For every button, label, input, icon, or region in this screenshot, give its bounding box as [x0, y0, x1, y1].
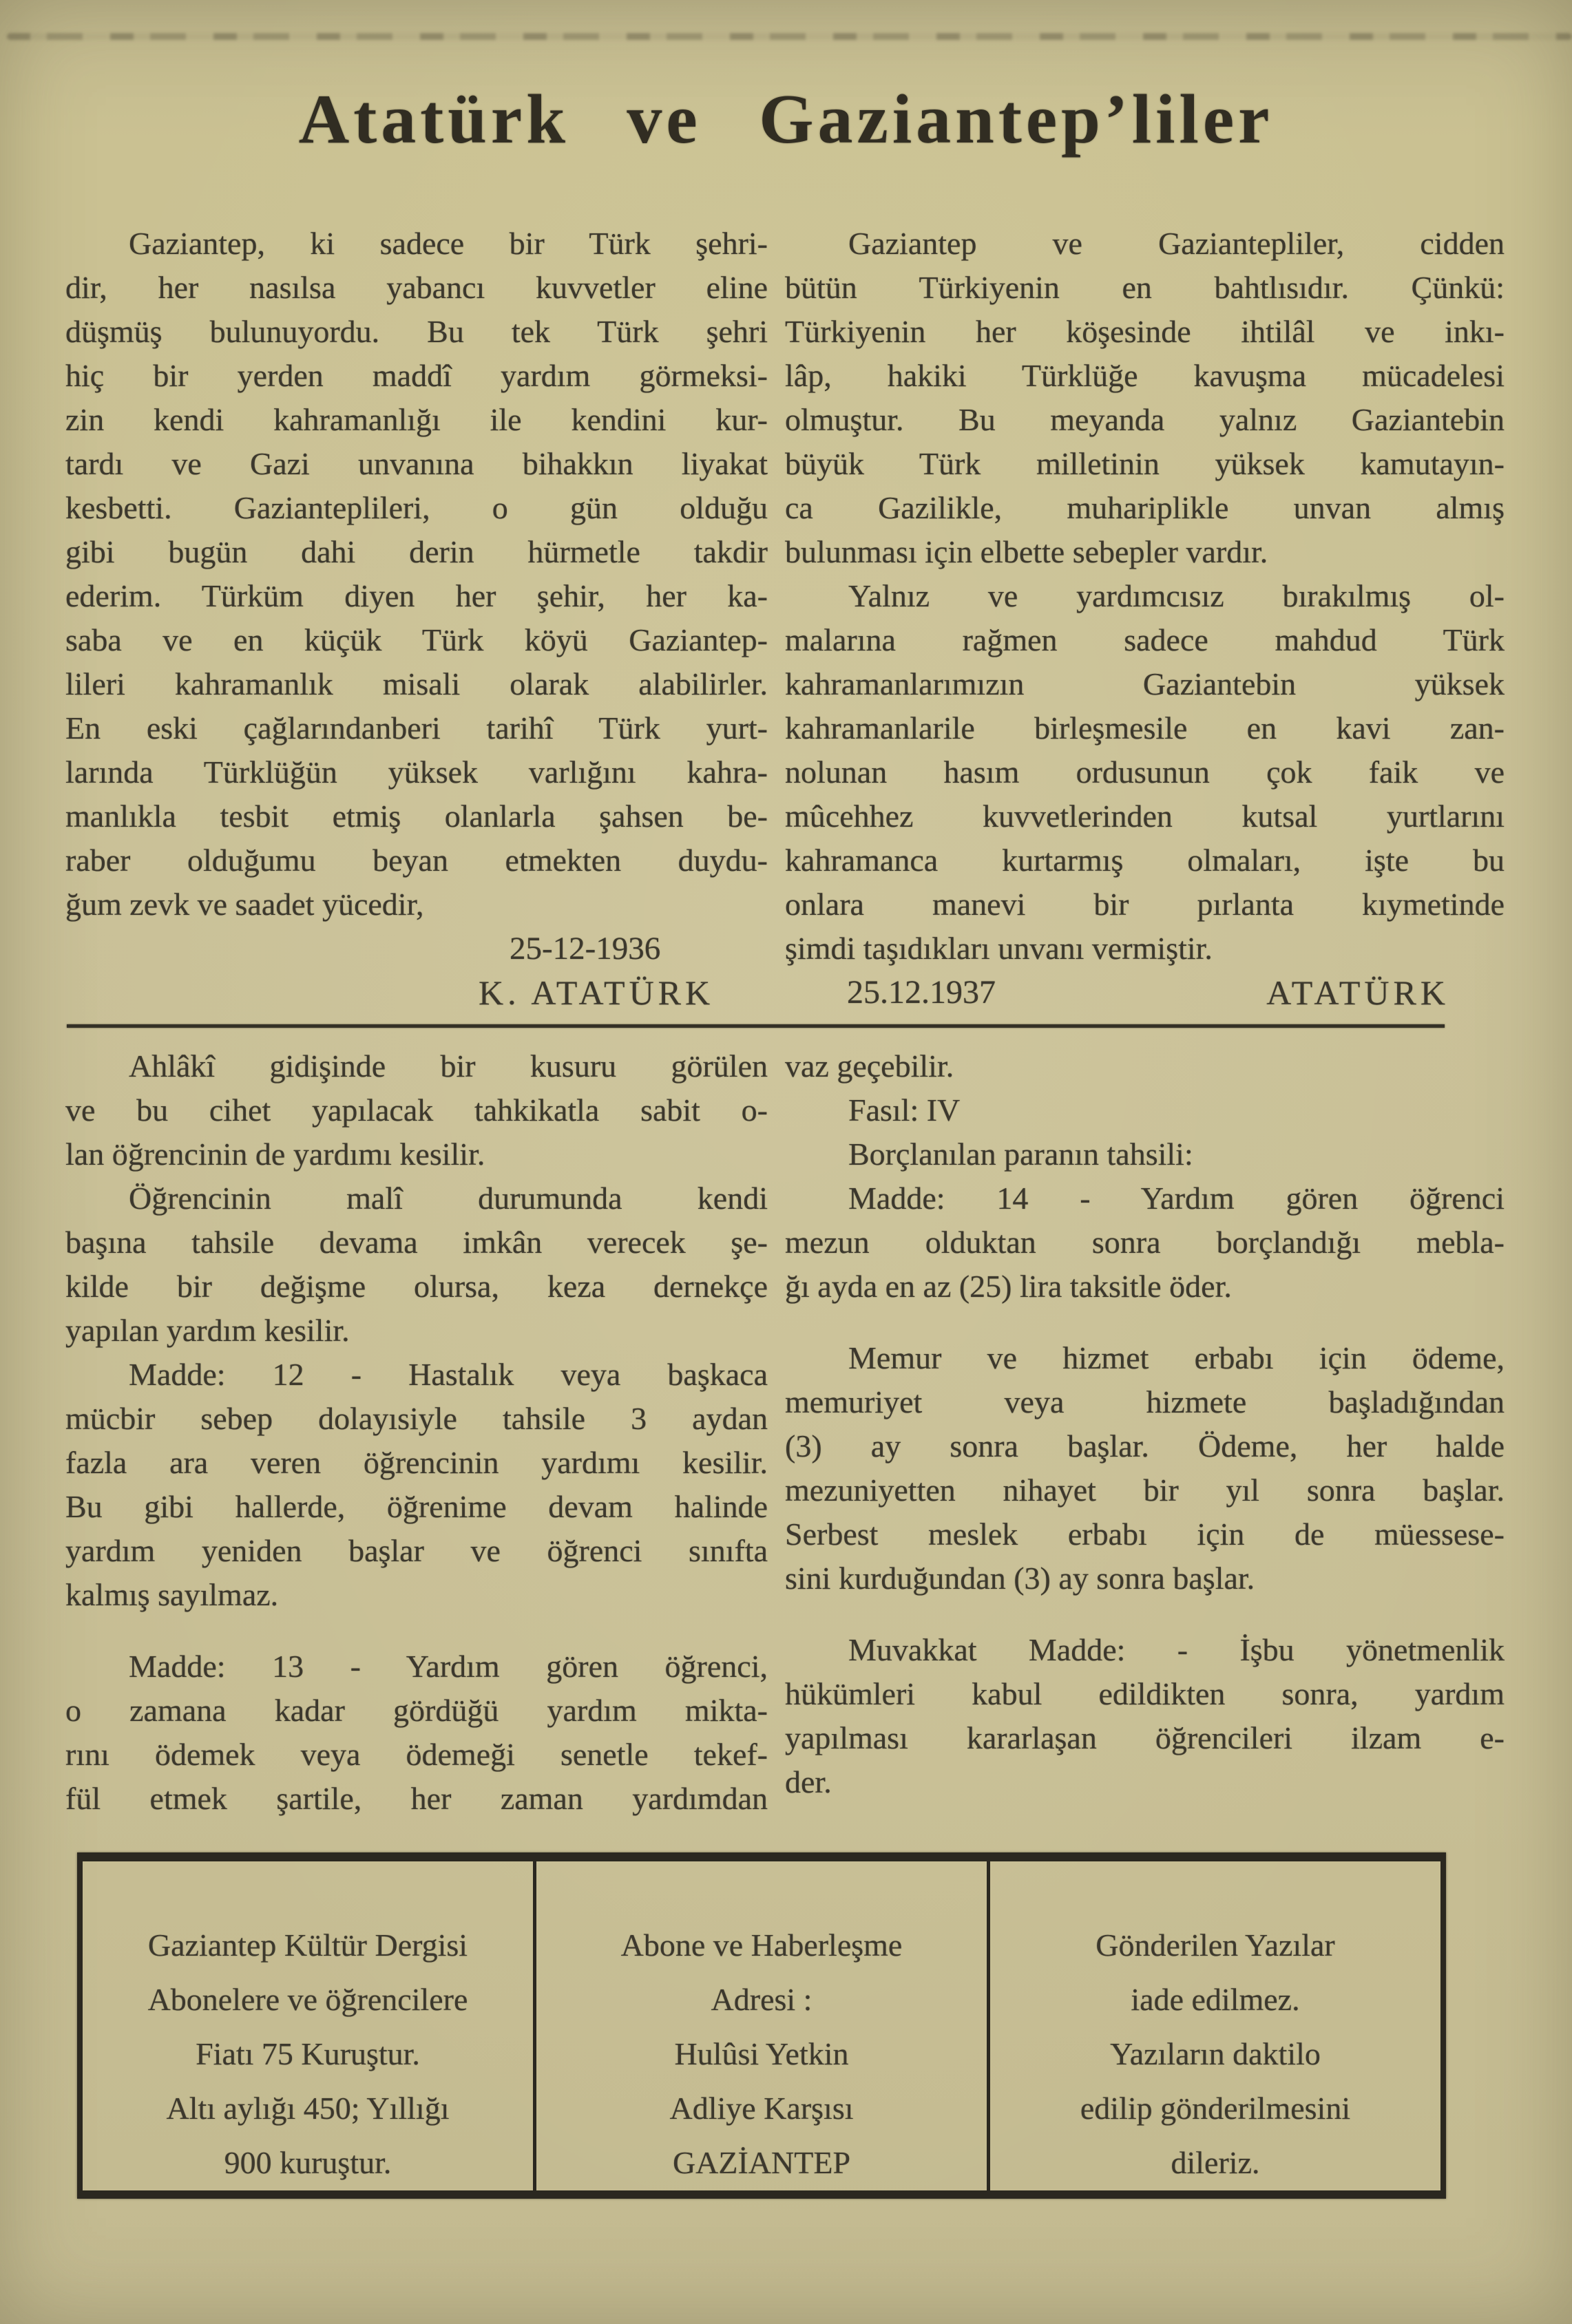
text-line: vaz geçebilir. — [785, 1048, 954, 1084]
text-line: hiç bir yerden maddî yardım görmeksi- — [65, 358, 768, 394]
text-line: tardı ve Gazi unvanına bihakkın liyakat — [65, 446, 768, 482]
text-line: Borçlanılan paranın tahsili: — [848, 1137, 1193, 1172]
section2-right-column — [785, 1044, 1505, 1821]
text-line: kahramanlarile birleşmesile en kavi zan- — [785, 710, 1505, 746]
scan-smudge-mark — [7, 33, 1572, 40]
text-line: mezuniyetten nihayet bir yıl sonra başlar. — [785, 1472, 1505, 1508]
text-line: Adresi : — [711, 1982, 813, 2018]
text-line: Fiatı 75 Kuruştur. — [196, 2036, 420, 2072]
text-line: olmuştur. Bu meyanda yalnız Gaziantebin — [785, 402, 1505, 438]
text-line: edilip gönderilmesini — [1080, 2091, 1351, 2126]
text-line: Bu gibi hallerde, öğrenime devam halinde — [65, 1489, 768, 1525]
quote-1937-text — [785, 222, 1505, 971]
regulation-text-left — [65, 1044, 768, 1821]
text-line: büyük Türk milletinin yüksek kamutayın- — [785, 446, 1505, 482]
text-line: lan öğrencinin de yardımı kesilir. — [65, 1137, 485, 1172]
text-line: ca Gazilikle, muhariplikle unvan almış — [785, 490, 1505, 526]
footer-info-box — [77, 1852, 1446, 2199]
text-line: Yazıların daktilo — [1110, 2036, 1321, 2072]
text-line: onlara manevi bir pırlanta kıymetinde — [785, 887, 1505, 922]
text-line: Madde: 12 - Hastalık veya başkaca — [129, 1357, 768, 1393]
text-line: kalmış sayılmaz. — [65, 1577, 279, 1613]
text-line: Altı aylığı 450; Yıllığı — [166, 2091, 450, 2126]
text-line: fül etmek şartile, her zaman yardımdan — [65, 1781, 768, 1817]
text-line: kahramanlarımızın Gaziantebin yüksek — [785, 666, 1505, 702]
regulation-articles-section — [0, 1044, 1572, 1821]
text-line: memuriyet veya hizmete başladığından — [785, 1384, 1505, 1420]
text-line: larında Türklüğün yüksek varlığını kahra- — [65, 754, 768, 790]
footer-cell-subscription-price — [83, 1861, 533, 2190]
text-line: mezun olduktan sonra borçlandığı mebla- — [785, 1225, 1505, 1260]
text-line: Gaziantep, ki sadece bir Türk şehri- — [129, 226, 768, 262]
text-line: der. — [785, 1764, 832, 1800]
quote-1937-signature-row — [785, 971, 1505, 1015]
text-line: nolunan hasım ordusunun çok faik ve — [785, 754, 1505, 790]
text-line: raber olduğumu beyan etmekten duydu- — [65, 843, 768, 878]
section1-right-column — [785, 222, 1505, 1015]
footer-cell-contact-address — [533, 1861, 990, 2190]
text-line: saba ve en küçük Türk köyü Gaziantep- — [65, 622, 768, 658]
text-line: fazla ara veren öğrencinin yardımı kesilir. — [65, 1445, 768, 1481]
quote-1936-text — [65, 222, 768, 927]
text-line: (3) ay sonra başlar. Ödeme, her halde — [785, 1428, 1505, 1464]
text-line: düşmüş bulunuyordu. Bu tek Türk şehri — [65, 314, 768, 350]
text-line: Madde: 14 - Yardım gören öğrenci — [848, 1181, 1505, 1216]
quote-1936-signature: K. ATATÜRK — [479, 973, 715, 1013]
text-line: Muvakkat Madde: - İşbu yönetmenlik — [848, 1632, 1505, 1668]
text-line: Gaziantep ve Gaziantepliler, cidden — [848, 226, 1505, 262]
text-line: kesbetti. Gazianteplileri, o gün olduğu — [65, 490, 768, 526]
text-line: bütün Türkiyenin en bahtlısıdır. Çünkü: — [785, 270, 1505, 306]
text-line: Fasıl: IV — [848, 1092, 961, 1128]
text-line: şimdi taşıdıkları unvanı vermiştir. — [785, 931, 1213, 966]
text-line: Gönderilen Yazılar — [1096, 1927, 1335, 1963]
quote-1937-signature: ATATÜRK — [1266, 973, 1449, 1013]
text-line: En eski çağlarındanberi tarihî Türk yurt- — [65, 710, 768, 746]
text-line: dileriz. — [1171, 2145, 1260, 2181]
quote-1936-date: 25-12-1936 — [510, 931, 661, 967]
text-line: Serbest meslek erbabı için de müessese- — [785, 1517, 1505, 1552]
text-line: lileri kahramanlık misali olarak alabilirler. — [65, 666, 768, 702]
text-line: Abone ve Haberleşme — [620, 1927, 903, 1963]
text-line: GAZİANTEP — [672, 2145, 851, 2181]
text-line: Gaziantep Kültür Dergisi — [147, 1927, 468, 1963]
text-line: Madde: 13 - Yardım gören öğrenci, — [129, 1649, 768, 1684]
page-title: Atatürk ve Gaziantep’liler — [298, 81, 1274, 158]
text-line: Öğrencinin malî durumunda kendi — [129, 1181, 768, 1216]
text-line: yapılması kararlaşan öğrencileri ilzam e- — [785, 1720, 1505, 1756]
footer-cell-submission-note — [990, 1861, 1440, 2190]
section2-left-column — [65, 1044, 768, 1821]
regulation-text-right — [785, 1044, 1505, 1804]
section1-left-column — [65, 222, 768, 1015]
text-line: o zamana kadar gördüğü yardım mikta- — [65, 1693, 768, 1729]
text-line: yardım yeniden başlar ve öğrenci sınıfta — [65, 1533, 768, 1569]
text-line: başına tahsile devama imkân verecek şe- — [65, 1225, 768, 1260]
text-line: iade edilmez. — [1131, 1982, 1300, 2018]
text-line: Abonelere ve öğrencilere — [147, 1982, 468, 2018]
text-line: mücbir sebep dolayısiyle tahsile 3 aydan — [65, 1401, 768, 1437]
text-line: kilde bir değişme olursa, keza dernekçe — [65, 1269, 768, 1304]
text-line: Memur ve hizmet erbabı için ödeme, — [848, 1340, 1505, 1376]
section-divider — [67, 1024, 1445, 1028]
text-line: ğı ayda en az (25) lira taksitle öder. — [785, 1269, 1232, 1304]
text-line: bulunması için elbette sebepler vardır. — [785, 534, 1268, 570]
text-line: lâp, hakiki Türklüğe kavuşma mücadelesi — [785, 358, 1505, 394]
text-line: Ahlâkî gidişinde bir kusuru görülen — [129, 1048, 768, 1084]
text-line: hükümleri kabul edildikten sonra, yardım — [785, 1676, 1505, 1712]
text-line: rını ödemek veya ödemeği senetle tekef- — [65, 1737, 768, 1773]
text-line: malarına rağmen sadece mahdud Türk — [785, 622, 1505, 658]
text-line: ğum zevk ve saadet yücedir, — [65, 887, 424, 922]
text-line: Türkiyenin her köşesinde ihtilâl ve inkı- — [785, 314, 1505, 350]
text-line: ederim. Türküm diyen her şehir, her ka- — [65, 578, 768, 614]
text-line: mûcehhez kuvvetlerinden kutsal yurtlarını — [785, 799, 1505, 834]
text-line: Yalnız ve yardımcısız bırakılmış ol- — [848, 578, 1505, 614]
text-line: zin kendi kahramanlığı ile kendini kur- — [65, 402, 768, 438]
text-line: manlıkla tesbit etmiş olanlarla şahsen be- — [65, 799, 768, 834]
text-line: yapılan yardım kesilir. — [65, 1313, 350, 1349]
text-line: gibi bugün dahi derin hürmetle takdir — [65, 534, 768, 570]
quote-1937-date: 25.12.1937 — [847, 974, 996, 1011]
atatürk-quotes-section — [0, 222, 1572, 1015]
text-line: Adliye Karşısı — [669, 2091, 854, 2126]
text-line: ve bu cihet yapılacak tahkikatla sabit o- — [65, 1092, 768, 1128]
text-line: kahramanca kurtarmış olmaları, işte bu — [785, 843, 1505, 878]
text-line: Hulûsi Yetkin — [674, 2036, 849, 2072]
text-line: dir, her nasılsa yabancı kuvvetler eline — [65, 270, 768, 306]
text-line: sini kurduğundan (3) ay sonra başlar. — [785, 1561, 1255, 1596]
text-line: 900 kuruştur. — [224, 2145, 392, 2181]
